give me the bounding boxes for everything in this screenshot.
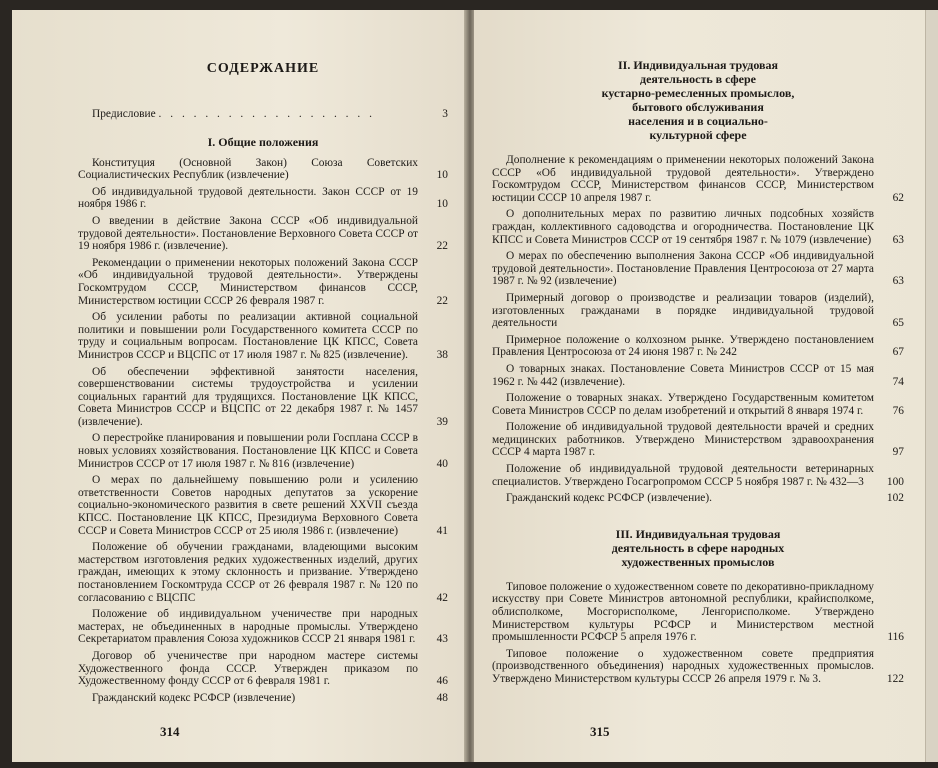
toc-entry-page: 116 [887, 631, 904, 644]
toc-entry-text: Об индивидуальной трудовой деятельности. Закон СССР от 19 ноября 1986 г. [78, 185, 418, 211]
toc-entry-page: 43 [436, 633, 448, 646]
left-page-content [78, 10, 448, 708]
toc-entry-page: 10 [436, 169, 448, 182]
toc-entry-page: 76 [892, 404, 904, 417]
toc-entry-text: Положение об индивидуальном ученичестве при народных мастерах, не объединенных в народные промыслы. Утверждено Секретариатом правления Союза художников СССР 21 января 1981 г. [78, 608, 418, 646]
toc-entry-page: 40 [436, 457, 448, 470]
toc-entry-page: 102 [886, 492, 904, 505]
toc-entry-page: 100 [886, 475, 904, 488]
toc-entry-text: Договор об ученичестве при народном мастере системы Художественного фонда СССР. Утвержден приказом по Художественному фонду СССР от 6 февраля 1981 г. [78, 649, 418, 688]
right-page [474, 10, 928, 762]
page-number-right: 315 [590, 724, 610, 739]
toc-entry-page: 62 [892, 191, 904, 204]
section-3-title [492, 527, 904, 569]
page-number-left: 314 [160, 724, 180, 739]
toc-entry-page: 97 [892, 446, 904, 459]
toc-entry-text: О товарных знаках. Постановление Совета Министров СССР от 15 мая 1962 г. № 442 (извлечение). [492, 362, 874, 388]
right-page-content [492, 10, 904, 690]
contents-title: СОДЕРЖАНИЕ [206, 61, 320, 76]
section-1-entries [78, 157, 448, 705]
section-title-line: художественных промыслов [621, 554, 775, 569]
toc-entry-text: Положение об индивидуальной трудовой деятельности врачей и средних медицинских работников. Утверждено Министерством здравоохранения СССР 4 марта 1987 г. [492, 421, 874, 459]
preface-page: 3 [442, 108, 448, 120]
section-title-line: кустарно-ремесленных промыслов, [601, 86, 795, 100]
toc-entry [78, 432, 448, 470]
toc-entry-text: Примерный договор о производстве и реализации товаров (изделий), изготовленных гражданами в порядке индивидуальной трудовой деятельности [492, 291, 874, 330]
toc-entry [492, 648, 904, 686]
toc-entry-page: 67 [892, 346, 904, 359]
toc-entry [492, 392, 904, 417]
toc-entry-text: Гражданский кодекс РСФСР (извлечение) [92, 691, 296, 704]
section-title-line: бытового обслуживания [632, 100, 764, 114]
toc-entry-page: 41 [436, 524, 448, 537]
toc-entry [492, 581, 904, 644]
toc-entry [492, 421, 904, 459]
section-title-line: деятельность в сфере народных [611, 540, 785, 555]
section-title-line: населения и в социально- [628, 114, 768, 128]
section-2-entries [492, 154, 904, 505]
toc-entry-page: 42 [436, 591, 448, 604]
toc-entry [78, 186, 448, 211]
toc-entry [492, 292, 904, 330]
preface-dots: . . . . . . . . . . . . . . . . . . . [158, 108, 375, 120]
section-title-line: деятельность в сфере [640, 72, 756, 86]
toc-entry [492, 463, 904, 488]
section-1-title: I. Общие положения [207, 134, 319, 149]
toc-entry [78, 157, 448, 182]
toc-entry [492, 154, 904, 204]
section-title-line: культурной сфере [649, 128, 747, 142]
toc-entry-text: О дополнительных мерах по развитию личных подсобных хозяйств граждан, коллективного садоводства и огородничества. Постановление ЦК КПСС и Совета Министров СССР от 19 сентября 1987 г. № 1079 (извлечение) [492, 208, 874, 246]
toc-entry [78, 541, 448, 604]
toc-entry-text: Конституция (Основной Закон) Союза Советских Социалистических Республик (извлечение) [78, 156, 418, 182]
toc-entry [78, 311, 448, 361]
toc-entry-text: О мерах по дальнейшему повышению роли и усилению ответственности Советов народных депутатов за ускорение социально-экономического развития в свете решений XXVII съезда КПСС. Постановление ЦК КПСС, Президиума Верховного Совета СССР и Совета Министров СССР от 25 июля 1986 г. (извлечение) [78, 474, 418, 537]
toc-entry-page: 22 [436, 294, 448, 307]
toc-entry-text: Типовое положение о художественном совете по декоративно-прикладному искусству при Совете Министров автономной республики, крайисполкоме, облисполкоме, Мосгорисполкоме, Ленгорисполкоме. Утверждено Министерством культуры РСФСР и Министерством местной промышленности РСФСР 5 апреля 1976 г. [492, 580, 874, 644]
toc-entry-page: 22 [436, 240, 448, 253]
toc-entry [78, 692, 448, 705]
toc-entry-page: 63 [892, 233, 904, 246]
toc-entry-text: Типовое положение о художественном совете предприятия (производственного объединения) народных художественных промыслов. Утверждено Министерством культуры СССР 26 апреля 1979 г. № 3. [492, 647, 874, 685]
toc-entry [78, 650, 448, 688]
toc-entry-text: Об усилении работы по реализации активной социальной политики и повышении роли Государственного комитета СССР по труду и социальным вопросам. Постановление ЦК КПСС, Совета Министров СССР и ВЦСПС от 17 июля 1987 г. № 825 (извлечение). [78, 311, 418, 361]
toc-entry [492, 250, 904, 288]
section-title-line: III. Индивидуальная трудовая [615, 526, 781, 541]
toc-entry [78, 474, 448, 537]
toc-entry-page: 48 [436, 691, 448, 704]
toc-entry-text: О введении в действие Закона СССР «Об индивидуальной трудовой деятельности». Постановление Верховного Совета СССР от 19 ноября 1986 г. (извлечение). [78, 214, 418, 253]
page-edge [925, 10, 938, 762]
toc-entry-text: Положение о товарных знаках. Утверждено Государственным комитетом Совета Министров СССР по делам изобретений и открытий 8 января 1974 г. [492, 392, 874, 417]
toc-entry-page: 39 [436, 415, 448, 428]
toc-entry-page: 63 [892, 275, 904, 288]
toc-entry-page: 74 [892, 375, 904, 388]
left-page [12, 10, 466, 762]
toc-entry [78, 366, 448, 429]
toc-entry-text: О перестройке планирования и повышении роли Госплана СССР в новых условиях хозяйствования. Постановление ЦК КПСС и Совета Министров СССР от 17 июля 1987 г. № 816 (извлечение) [78, 432, 418, 470]
toc-entry-text: Дополнение к рекомендациям о применении некоторых положений Закона СССР «Об индивидуальной трудовой деятельности». Утверждено Госкомтрудом СССР, Министерством финансов СССР, Министерством юстиции СССР 10 апреля 1987 г. [492, 154, 874, 204]
preface-text: Предисловие [92, 108, 156, 120]
toc-entry-text: Рекомендации о применении некоторых положений Закона СССР «Об индивидуальной трудовой деятельности». Утверждены Госкомтрудом СССР, Министерством финансов СССР, Министерством юстиции СССР 26 февраля 1987 г. [78, 256, 418, 307]
toc-entry-page: 46 [436, 675, 448, 688]
toc-entry [492, 363, 904, 388]
toc-entry-text: Об обеспечении эффективной занятости населения, совершенствовании системы трудоустройства и усилении социальных гарантий для трудящихся. Постановление ЦК КПСС, Совета Министров СССР и ВЦСПС от 22 декабря 1987 г. № 1457 (извлечение). [78, 365, 418, 428]
section-title-line: II. Индивидуальная трудовая [617, 58, 778, 72]
preface-entry [78, 108, 448, 121]
toc-entry [492, 208, 904, 246]
toc-entry [78, 257, 448, 307]
toc-entry-text: Примерное положение о колхозном рынке. Утверждено постановлением Правления Центросоюза от 24 июня 1987 г. № 242 [492, 333, 874, 359]
toc-entry-text: Положение об обучении гражданами, владеющими высоким мастерством изготовления редких художественных изделий, других граждан, имеющих к этому склонность и призвание. Утверждено постановлением Госкомтруда СССР от 26 февраля 1987 г. № 120 по согласованию с ВЦСПС [78, 541, 418, 604]
toc-entry [78, 215, 448, 253]
toc-entry-text: Положение об индивидуальной трудовой деятельности ветеринарных специалистов. Утверждено Госагропромом СССР 5 ноября 1987 г. № 432—3 [492, 463, 874, 488]
section-3-entries [492, 581, 904, 686]
toc-entry-page: 122 [886, 673, 904, 685]
toc-entry [492, 492, 904, 505]
toc-entry [78, 608, 448, 646]
section-2-title [492, 58, 904, 142]
toc-entry-text: О мерах по обеспечению выполнения Закона СССР «Об индивидуальной трудовой деятельности». Постановление Правления Центросоюза от 27 марта 1987 г. № 92 (извлечение) [492, 250, 874, 288]
toc-entry-page: 10 [436, 198, 448, 211]
toc-entry-text: Гражданский кодекс РСФСР (извлечение). [506, 492, 712, 505]
toc-entry-page: 65 [892, 317, 904, 330]
toc-entry-page: 38 [436, 348, 448, 361]
toc-entry [492, 334, 904, 359]
